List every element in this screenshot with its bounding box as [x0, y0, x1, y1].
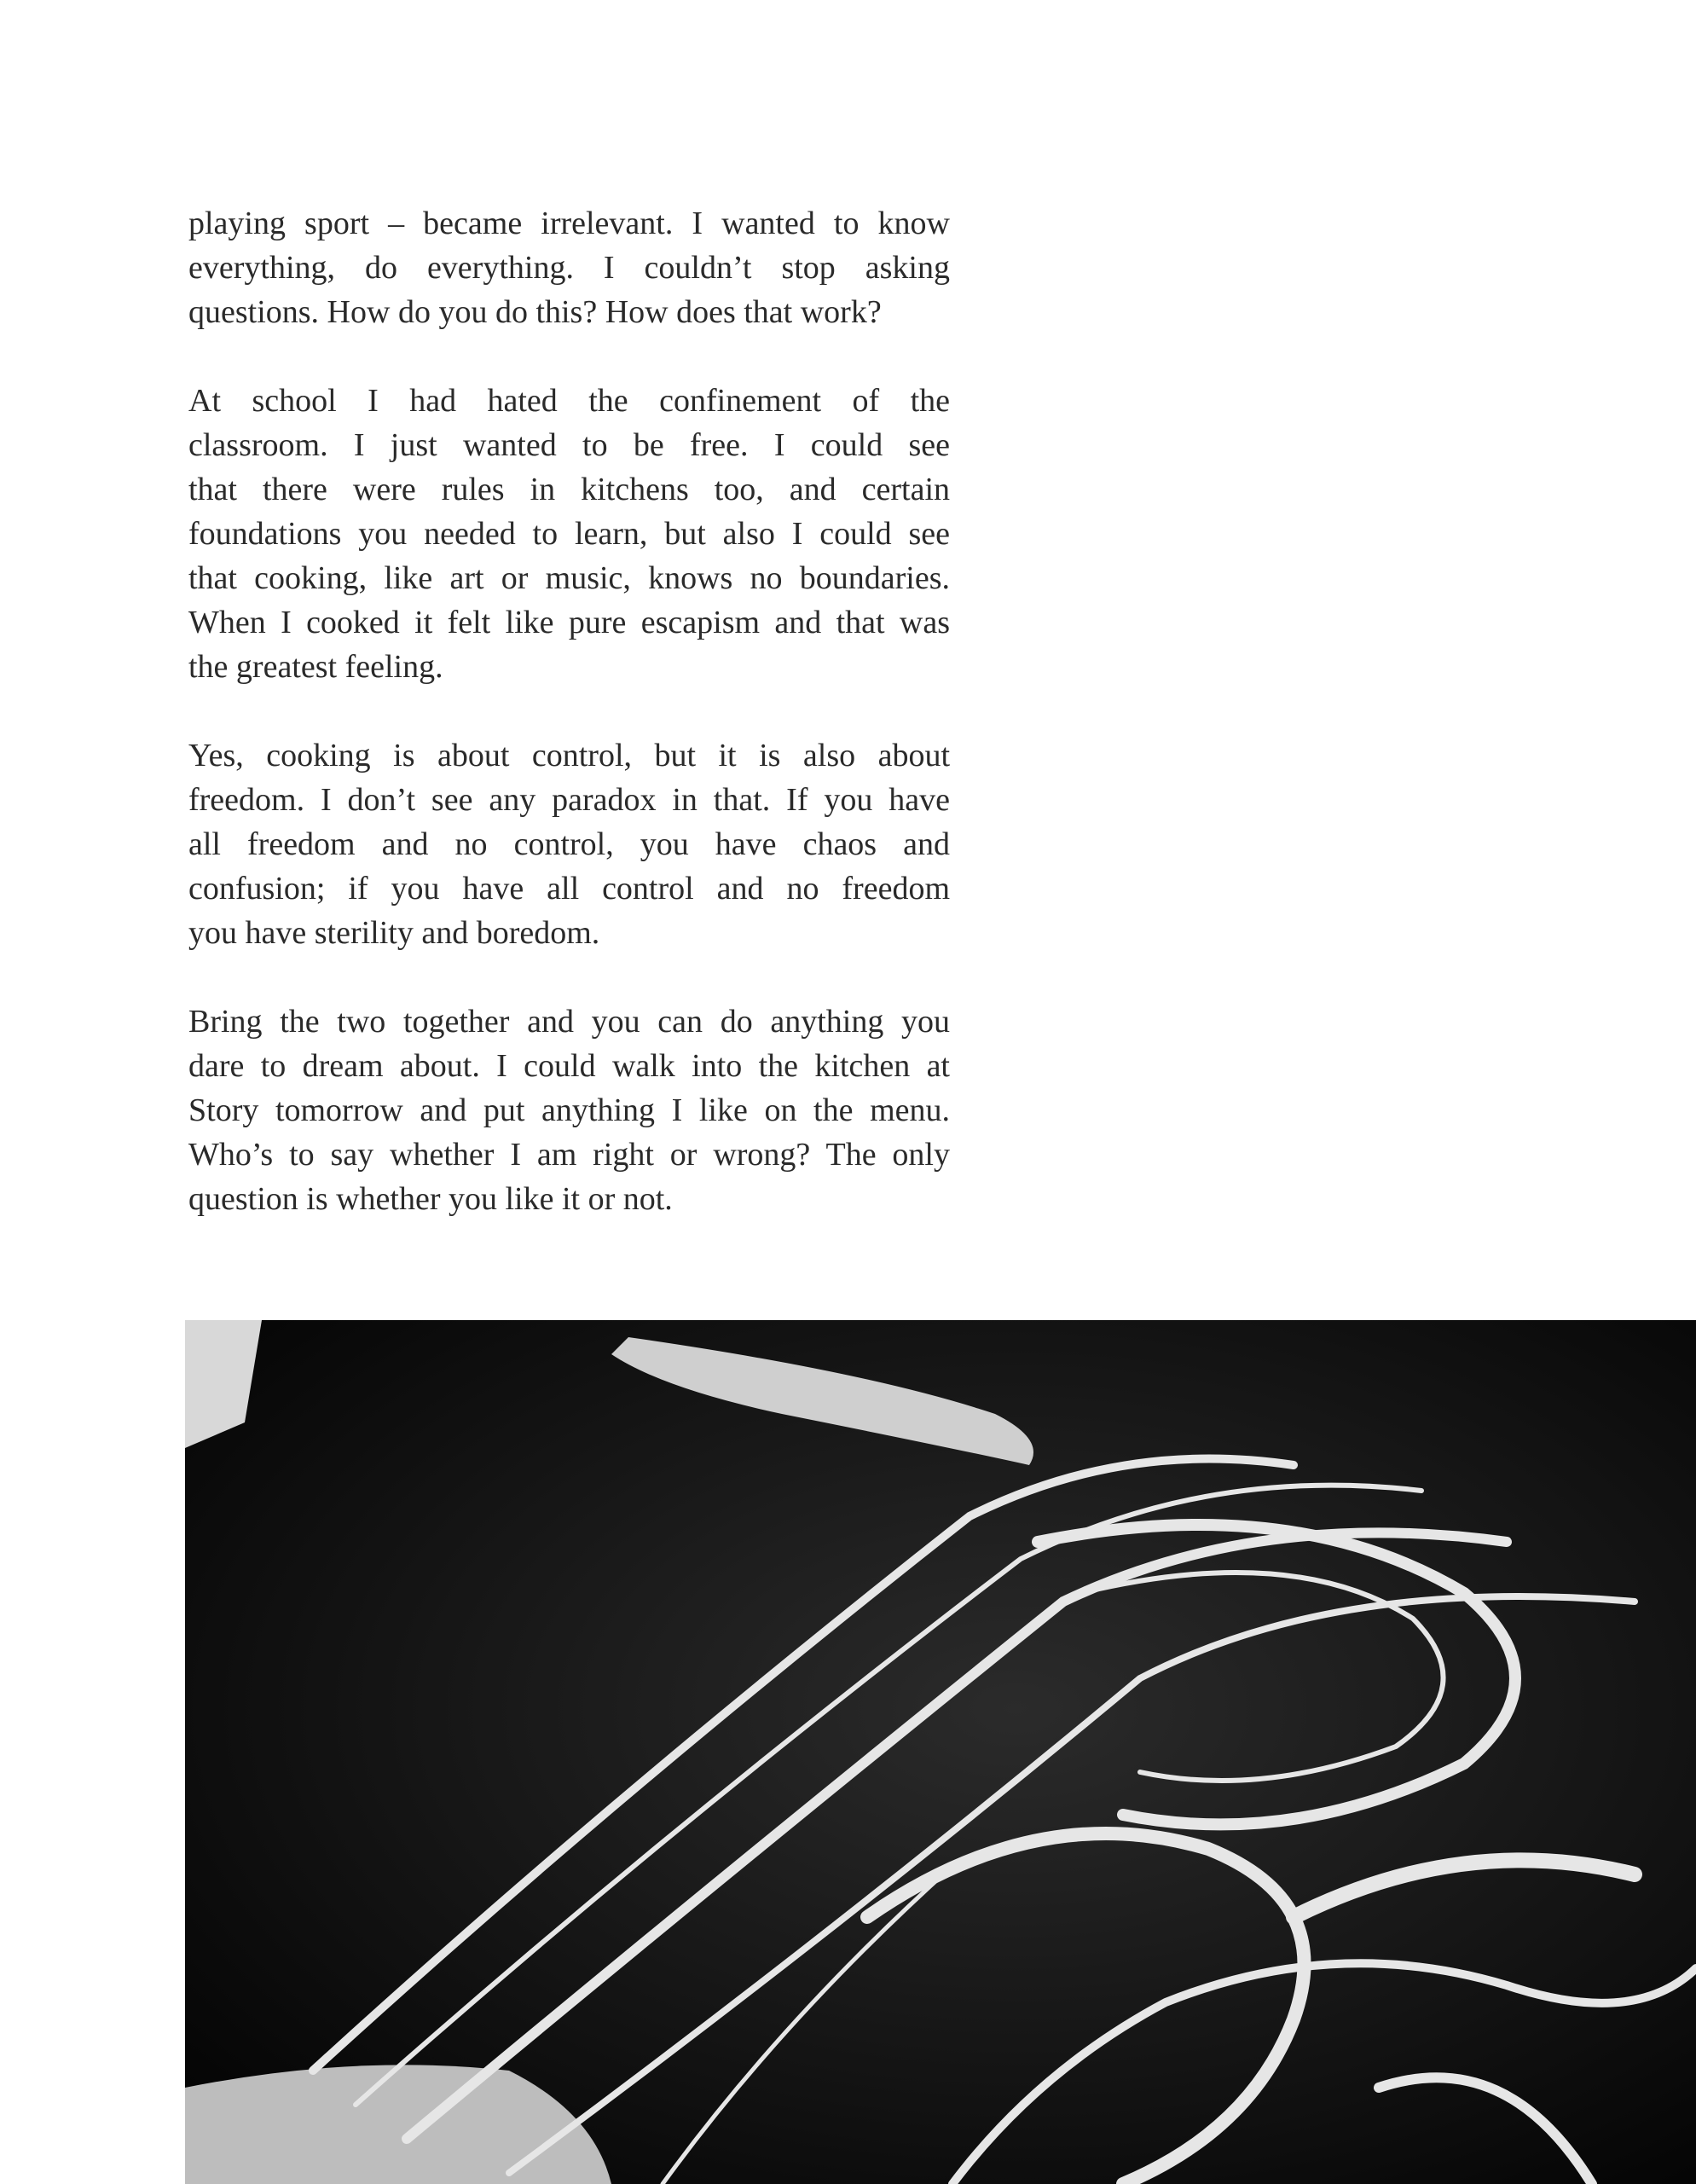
paragraph: [188, 201, 950, 334]
text-line: playing sport – became irrelevant. I wanted to know: [188, 206, 950, 241]
paragraph: [188, 379, 950, 689]
text-line: Yes, cooking is about control, but it is also about: [188, 738, 950, 773]
text-line: you have sterility and boredom.: [188, 915, 600, 951]
text-line: confusion; if you have all control and no freedom: [188, 871, 950, 907]
text-line: At school I had hated the confinement of the: [188, 383, 950, 419]
text-line: When I cooked it felt like pure escapism and that was: [188, 605, 950, 640]
text-line: foundations you needed to learn, but also I could see: [188, 516, 950, 552]
text-line: all freedom and no control, you have chaos and: [188, 826, 950, 862]
text-line: that cooking, like art or music, knows no boundaries.: [188, 560, 950, 596]
body-text: [188, 201, 950, 1266]
paragraph: [188, 999, 950, 1221]
text-line: questions. How do you do this? How does that work?: [188, 294, 882, 330]
text-line: freedom. I don’t see any paradox in that. If you have: [188, 782, 950, 818]
text-line: question is whether you like it or not.: [188, 1181, 673, 1217]
text-line: dare to dream about. I could walk into the kitchen at: [188, 1048, 950, 1084]
text-line: Story tomorrow and put anything I like on the menu.: [188, 1092, 950, 1128]
text-line: the greatest feeling.: [188, 649, 443, 685]
text-line: everything, do everything. I couldn’t stop asking: [188, 250, 950, 286]
text-line: classroom. I just wanted to be free. I could see: [188, 427, 950, 463]
paragraph: [188, 733, 950, 955]
text-line: Who’s to say whether I am right or wrong? The only: [188, 1137, 950, 1173]
text-line: that there were rules in kitchens too, and certain: [188, 472, 950, 507]
foam-swirl-image: [185, 1320, 1696, 2184]
text-line: Bring the two together and you can do anything you: [188, 1004, 950, 1040]
kitchen-photo: [185, 1320, 1696, 2184]
